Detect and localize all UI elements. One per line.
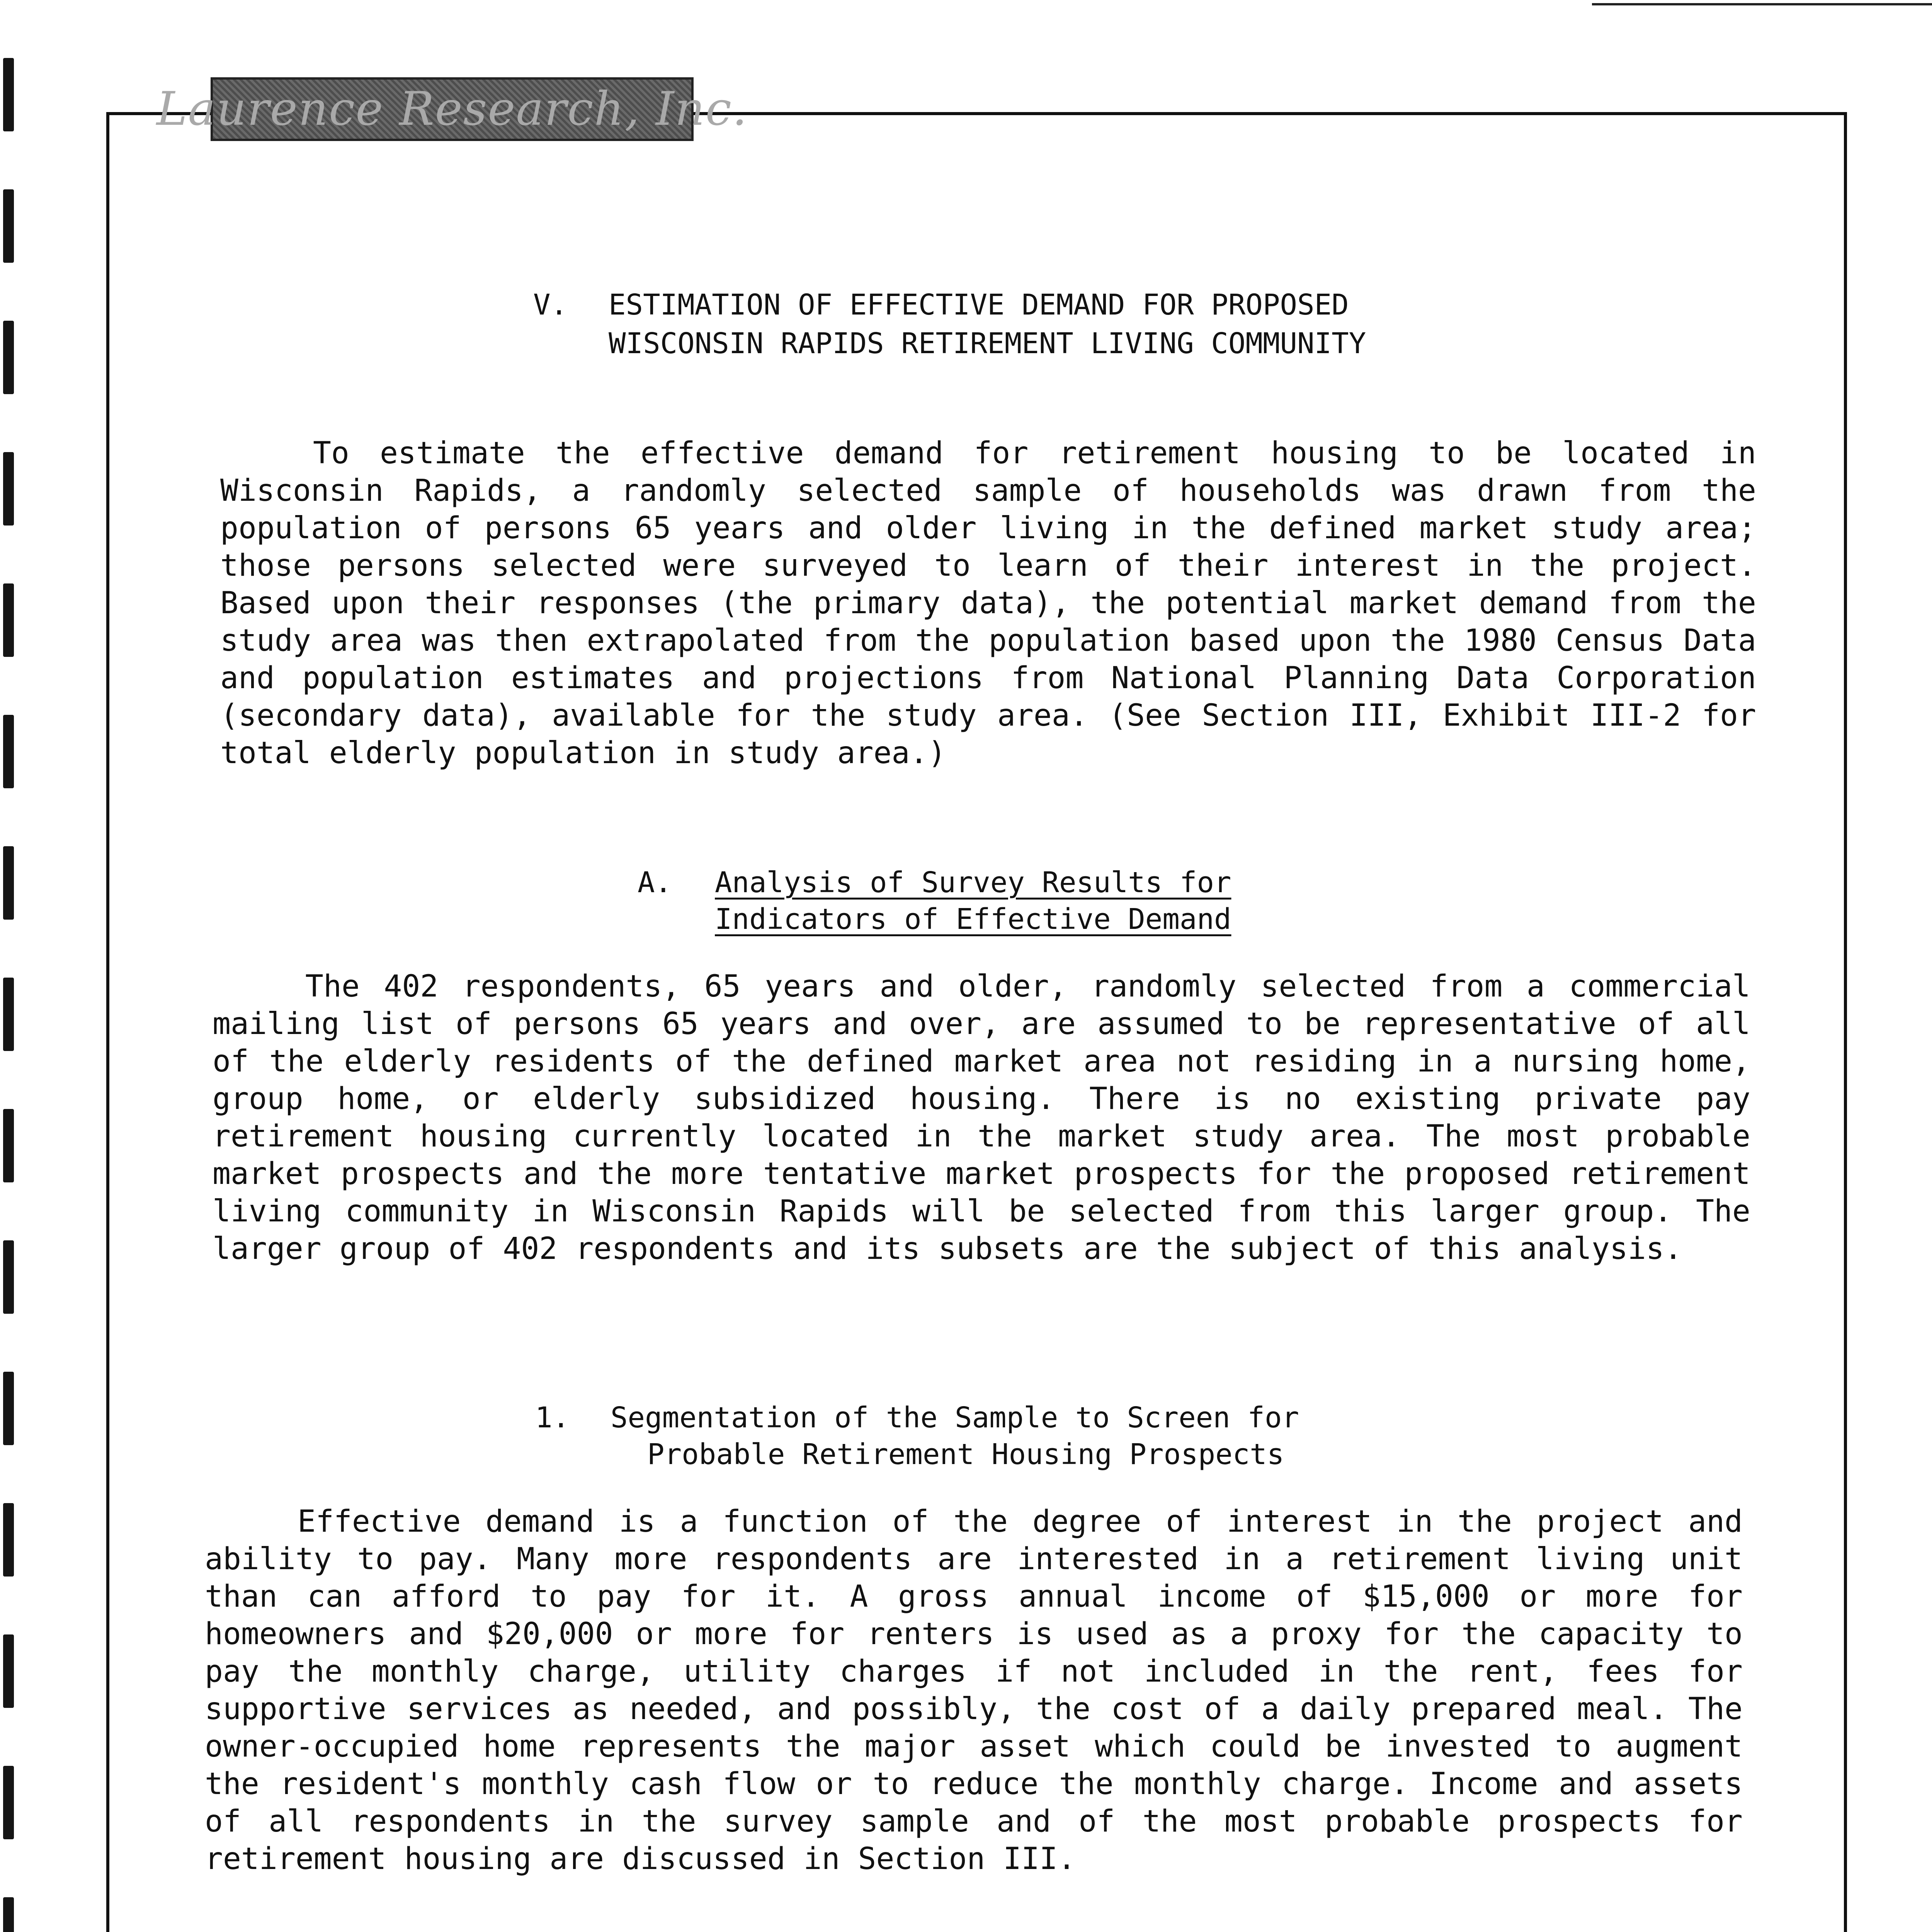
- subsection-a-title-line1: Analysis of Survey Results for: [715, 866, 1231, 899]
- logo-text: Laurence Research, Inc.: [156, 82, 748, 136]
- binder-hole: [3, 1634, 14, 1708]
- subsection-1-paragraph1-text: Effective demand is a function of the degree of interest in the project and ability to pay. Many more respondents are interested in a retirement living unit than can afford to pay for it. A gross annual income of $15,000 or more for homeowners and $20,000 or more for renters is used as a proxy for the capacity to pay the monthly charge, utility charges if not included in the rent, fees for supportive services as needed, and possibly, the cost of a daily prepared meal. The owner-occupied home represents the major asset which could be invested to augment the resident's monthly cash flow or to reduce the monthly charge. Income and assets of all respondents in the survey sample and of the most probable prospects for retirement housing are discussed in Section III.: [205, 1504, 1743, 1876]
- binder-hole: [3, 583, 14, 657]
- binder-hole: [3, 1897, 14, 1932]
- subsection-1-number: 1.: [535, 1401, 570, 1434]
- subsection-1-title-line1: Segmentation of the Sample to Screen for: [611, 1401, 1299, 1434]
- binder-hole: [3, 321, 14, 394]
- company-logo: [156, 77, 748, 141]
- intro-paragraph-text: To estimate the effective demand for retirement housing to be located in Wisconsin Rapids, a randomly selected sample of households was drawn from the population of persons 65 years and older living in the defined market study area; those persons selected were surveyed to learn of their interest in the project. Based upon their responses (the primary data), the potential market demand from the study area was then extrapolated from the population based upon the 1980 Census Data and population estimates and projections from National Planning Data Corporation (secondary data), available for the study area. (See Section III, Exhibit III-2 for total elderly population in study area.): [220, 436, 1756, 770]
- binder-hole: [3, 1766, 14, 1839]
- section-title-line2: WISCONSIN RAPIDS RETIREMENT LIVING COMMUNITY: [609, 327, 1366, 360]
- binder-hole: [3, 1240, 14, 1314]
- subsection-a-paragraph-text: The 402 respondents, 65 years and older, randomly selected from a commercial mailing list of persons 65 years and over, are assumed to be representative of all of the elderly residents of the defined market area not residing in a nursing home, group home, or elderly subsidized housing. There is no existing private pay retirement housing currently located in the market study area. The most probable market prospects and the more tentative market prospects for the proposed retirement living community in Wisconsin Rapids will be selected from this larger group. The larger group of 402 respondents and its subsets are the subject of this analysis.: [213, 969, 1750, 1266]
- binder-hole: [3, 58, 14, 131]
- subsection-1-paragraph1: [205, 1503, 1743, 1878]
- section-number: V.: [533, 288, 568, 321]
- subsection-1-title-line2: Probable Retirement Housing Prospects: [647, 1438, 1284, 1471]
- binder-hole: [3, 846, 14, 920]
- binder-hole: [3, 1109, 14, 1182]
- intro-paragraph: [220, 435, 1756, 772]
- binder-hole: [3, 1503, 14, 1577]
- top-edge-rule: [1592, 3, 1932, 5]
- subsection-a-letter: A.: [638, 866, 672, 899]
- subsection-a-title-line2: Indicators of Effective Demand: [715, 903, 1231, 936]
- binder-hole: [3, 189, 14, 263]
- binder-hole: [3, 978, 14, 1051]
- binder-hole: [3, 715, 14, 788]
- binder-holes: [0, 0, 23, 1932]
- binder-hole: [3, 452, 14, 526]
- subsection-a-paragraph: [213, 968, 1750, 1268]
- section-title-line1: ESTIMATION OF EFFECTIVE DEMAND FOR PROPOSED: [609, 288, 1349, 321]
- binder-hole: [3, 1372, 14, 1445]
